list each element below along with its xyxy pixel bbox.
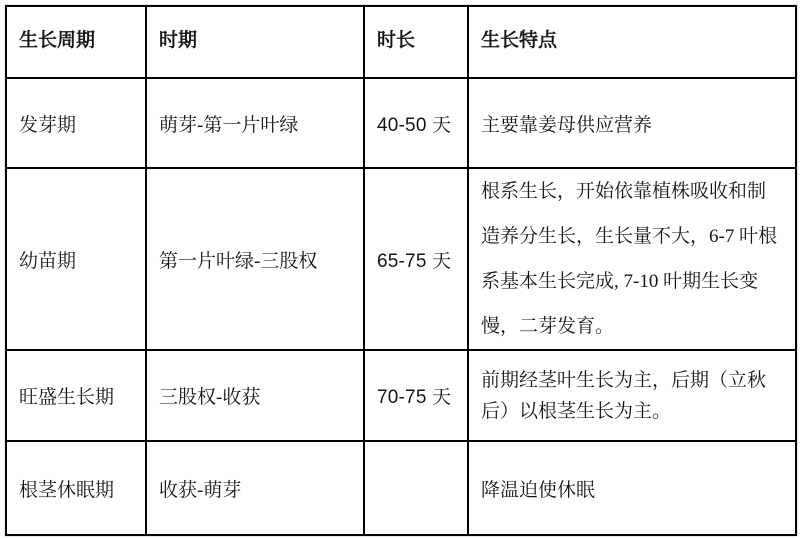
cell-duration: 65-75 天 [364, 168, 468, 350]
cell-duration [364, 441, 468, 535]
cell-period: 第一片叶绿-三股权 [146, 168, 364, 350]
table-row-vigorous-growth [6, 350, 796, 441]
cell-features: 根系生长，开始依靠植株吸收和制造养分生长，生长量不大，6-7 叶根系基本生长完成, 7-10 叶期生长变慢，二芽发育。 [468, 168, 796, 350]
cell-period: 收获-萌芽 [146, 441, 364, 535]
cell-features: 前期经茎叶生长为主，后期（立秋后）以根茎生长为主。 [468, 350, 796, 441]
cell-features: 主要靠姜母供应营养 [468, 78, 796, 168]
table-row-germination [6, 78, 796, 168]
column-header-growth-cycle: 生长周期 [6, 6, 146, 78]
cell-period: 萌芽-第一片叶绿 [146, 78, 364, 168]
growth-cycle-table [5, 5, 797, 536]
cell-cycle: 发芽期 [6, 78, 146, 168]
cell-cycle: 根茎休眠期 [6, 441, 146, 535]
column-header-duration: 时长 [364, 6, 468, 78]
column-header-period: 时期 [146, 6, 364, 78]
header-row [6, 6, 796, 78]
cell-cycle: 旺盛生长期 [6, 350, 146, 441]
table-row-rhizome-dormancy [6, 441, 796, 535]
cell-cycle: 幼苗期 [6, 168, 146, 350]
column-header-features: 生长特点 [468, 6, 796, 78]
cell-duration: 70-75 天 [364, 350, 468, 441]
cell-duration: 40-50 天 [364, 78, 468, 168]
table-row-seedling [6, 168, 796, 350]
cell-period: 三股权-收获 [146, 350, 364, 441]
cell-features: 降温迫使休眠 [468, 441, 796, 535]
